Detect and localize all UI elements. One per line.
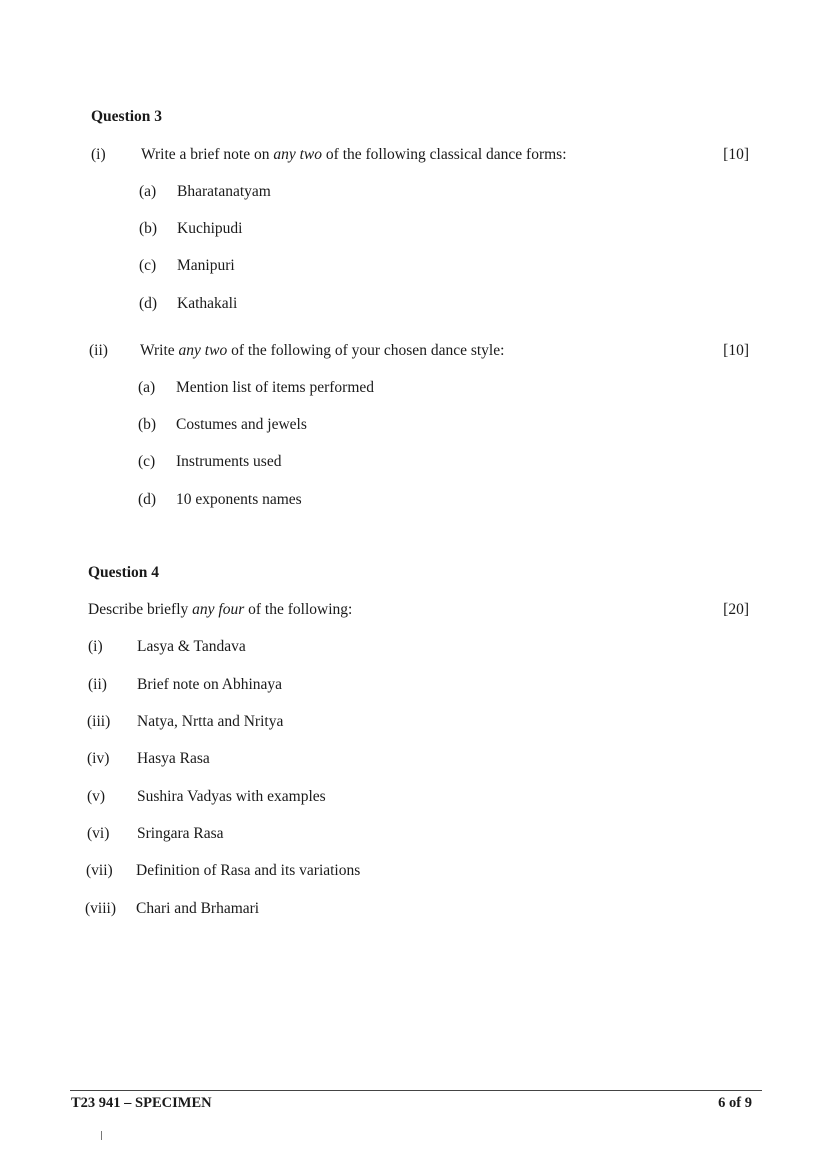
q3-i-item-c-number: (c) [139,257,157,274]
q4-item-vi-number: (vi) [87,825,110,842]
q3-i-item-b-number: (b) [139,220,158,237]
q3-part-i-text-b: of the following classical dance forms: [322,146,567,163]
q4-item-iii-text: Natya, Nrtta and Nritya [137,713,284,730]
q4-intro-b: of the following: [244,601,353,618]
q4-item-ii-number: (ii) [88,676,107,693]
footer-paper-code: T23 941 – SPECIMEN [71,1095,212,1111]
question-4-heading: Question 4 [88,564,160,581]
q4-item-vii-number: (vii) [86,862,113,879]
scan-mark [101,1131,102,1140]
q3-part-i-text-em: any two [273,146,323,163]
footer-page-number: 6 of 9 [718,1095,752,1111]
q3-part-i-text-a: Write a brief note on [141,146,274,163]
q3-i-item-d-text: Kathakali [177,295,238,312]
q3-ii-item-d-number: (d) [138,491,157,508]
q3-part-ii-number: (ii) [89,342,108,359]
q3-ii-item-a-text: Mention list of items performed [176,379,375,396]
q4-item-v-number: (v) [87,788,106,805]
q3-ii-item-b-text: Costumes and jewels [176,416,307,433]
q3-part-ii-text-em: any two [178,342,228,359]
q4-item-v-text: Sushira Vadyas with examples [137,788,326,805]
q3-ii-item-c-number: (c) [138,453,156,470]
q4-intro [88,601,352,619]
q4-item-iv-number: (iv) [87,750,110,767]
q3-ii-item-b-number: (b) [138,416,157,433]
q3-ii-item-a-number: (a) [138,379,156,396]
q4-intro-em: any four [192,601,245,618]
q3-part-i-marks: [10] [723,146,749,163]
q3-i-item-d-number: (d) [139,295,158,312]
q3-part-ii-text-b: of the following of your chosen dance style: [227,342,505,359]
q3-i-item-b-text: Kuchipudi [177,220,243,237]
q3-ii-item-c-text: Instruments used [176,453,282,470]
q4-intro-a: Describe briefly [88,601,193,618]
q4-item-i-text: Lasya & Tandava [137,638,246,655]
q3-part-ii-marks: [10] [723,342,749,359]
q4-item-iii-number: (iii) [87,713,111,730]
q3-i-item-c-text: Manipuri [177,257,235,274]
question-3-heading: Question 3 [91,108,163,125]
q4-item-viii-number: (viii) [85,900,116,917]
q3-i-item-a-text: Bharatanatyam [177,183,271,200]
q3-part-ii-text-a: Write [140,342,179,359]
q4-item-i-number: (i) [88,638,103,655]
q3-ii-item-d-text: 10 exponents names [176,491,302,508]
q4-item-vii-text: Definition of Rasa and its variations [136,862,361,879]
q4-marks: [20] [723,601,749,618]
q4-item-vi-text: Sringara Rasa [137,825,224,842]
q3-i-item-a-number: (a) [139,183,157,200]
q3-part-i-number: (i) [91,146,106,163]
q3-part-i-text [141,146,567,164]
q4-item-viii-text: Chari and Brhamari [136,900,260,917]
footer-divider [70,1090,762,1091]
q3-part-ii-text [140,342,504,360]
q4-item-ii-text: Brief note on Abhinaya [137,676,283,693]
q4-item-iv-text: Hasya Rasa [137,750,210,767]
